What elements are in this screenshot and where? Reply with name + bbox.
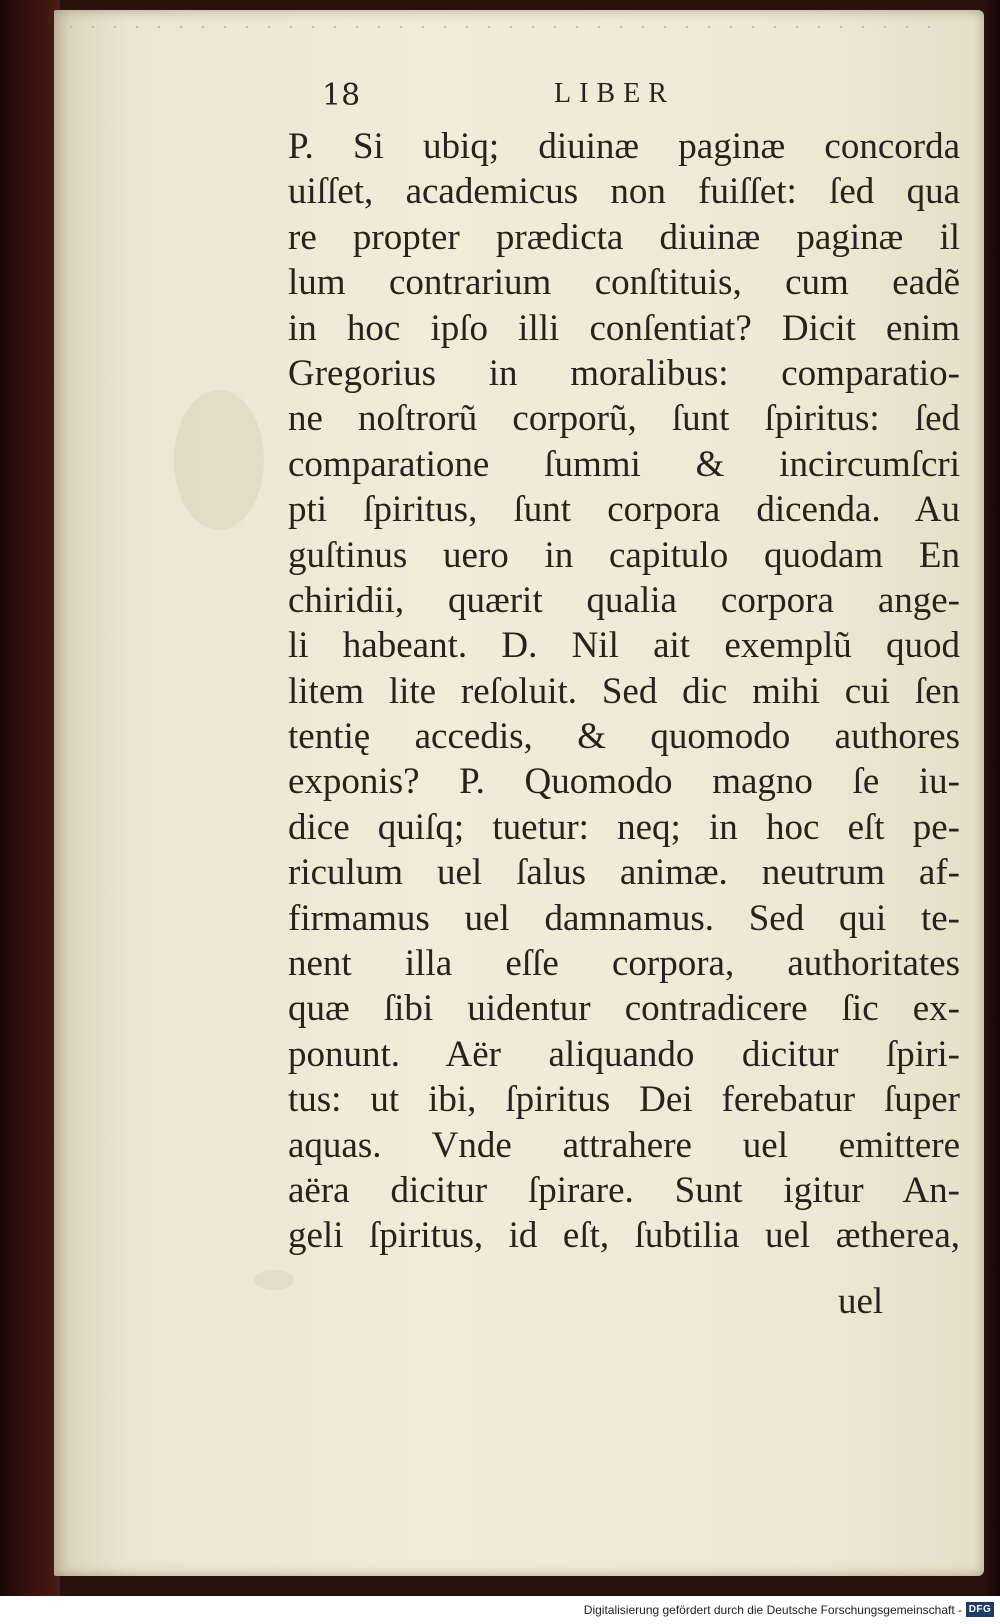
page-edge-shadow	[984, 0, 1000, 1596]
text-line: riculum uel ſalus animæ. neutrum af-	[288, 852, 960, 894]
page-header	[322, 78, 722, 118]
text-line: ne noſtrorũ corporũ, ſunt ſpiritus: ſed	[288, 398, 960, 440]
text-line: aquas. Vnde attrahere uel emittere	[288, 1124, 960, 1166]
text-line: uiſſet, academicus non fuiſſet: ſed qua	[288, 171, 960, 213]
text-line: exponis? P. Quomodo magno ſe iu-	[288, 761, 960, 803]
text-line: quæ ſibi uidentur contradicere ſic ex-	[288, 988, 960, 1030]
catchword: uel	[838, 1281, 884, 1322]
paper-stain	[174, 390, 264, 530]
text-line: chiridii, quærit qualia corpora ange-	[288, 579, 960, 621]
running-head: LIBER	[554, 78, 675, 109]
text-line: comparatione ſummi & incircumſcri	[288, 443, 960, 485]
text-line: pti ſpiritus, ſunt corpora dicenda. Au	[288, 489, 960, 531]
dfg-logo-icon: DFG	[966, 1602, 994, 1617]
text-line: li habeant. D. Nil ait exemplũ quod	[288, 625, 960, 667]
text-line: in hoc ipſo illi conſentiat? Dicit enim	[288, 307, 960, 349]
text-line: litem lite reſoluit. Sed dic mihi cui ſen	[288, 670, 960, 712]
text-line: firmamus uel damnamus. Sed qui te-	[288, 897, 960, 939]
funding-credit: Digitalisierung gefördert durch die Deutsche Forschungsgemeinschaft -	[583, 1603, 962, 1617]
text-line: nent illa eſſe corpora, authoritates	[288, 943, 960, 985]
body-text	[288, 124, 960, 1259]
text-line: dice quiſq; tuetur: neq; in hoc eſt pe-	[288, 806, 960, 848]
page-number: 18	[322, 78, 361, 113]
footer-bar	[0, 1596, 1000, 1624]
text-line: aëra dicitur ſpirare. Sunt igitur An-	[288, 1169, 960, 1211]
text-line: lum contrarium conſtituis, cum eadẽ	[288, 262, 960, 304]
text-line: geli ſpiritus, id eſt, ſubtilia uel ætherea,	[288, 1215, 960, 1257]
text-line: P. Si ubiq; diuinæ paginæ concorda	[288, 126, 960, 167]
text-line: ponunt. Aër aliquando dicitur ſpiri-	[288, 1033, 960, 1075]
text-line: re propter prædicta diuinæ paginæ il	[288, 216, 960, 258]
page-edge-dots	[60, 26, 940, 28]
text-line: tentię accedis, & quomodo authores	[288, 716, 960, 758]
text-line: guſtinus uero in capitulo quodam En	[288, 534, 960, 576]
text-line: tus: ut ibi, ſpiritus Dei ferebatur ſuper	[288, 1079, 960, 1121]
text-line: Gregorius in moralibus: comparatio-	[288, 352, 960, 394]
paper-stain	[254, 1270, 294, 1290]
